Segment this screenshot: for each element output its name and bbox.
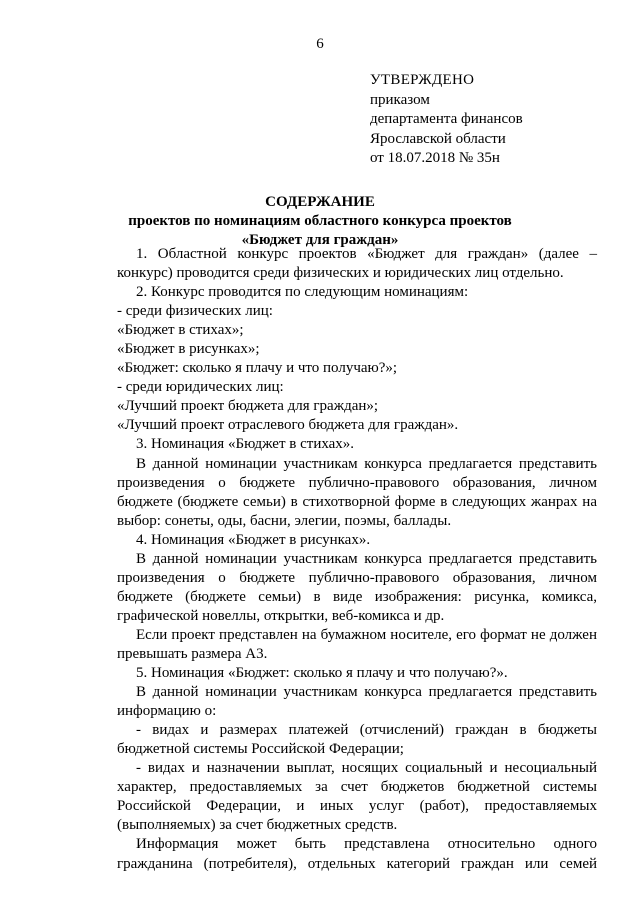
paragraph: - видах и размерах платежей (отчислений) граждан в бюджеты бюджетной системы Российской Федерации; xyxy=(117,722,597,758)
paragraph: 5. Номинация «Бюджет: сколько я плачу и что получаю?». xyxy=(136,665,508,682)
heading-subtitle: проектов по номинациям областного конкурса проектов xyxy=(128,213,512,229)
paragraph: «Бюджет в стихах»; xyxy=(117,322,244,339)
paragraph: 2. Конкурс проводится по следующим номинациям: xyxy=(136,284,469,301)
paragraph: В данной номинации участникам конкурса предлагается представить информацию о: xyxy=(117,684,597,720)
paragraph: В данной номинации участникам конкурса предлагается представить произведения о бюджете публично-правового образования, личном бюджете (бюджете семьи) в виде изображения: рисунка, комикса, графической новеллы, открытки, веб-комикса и др. xyxy=(117,550,597,624)
paragraph: Информация может быть представлена относительно одного гражданина (потребителя), отдельных категорий граждан или семей xyxy=(117,836,597,872)
paragraph: 3. Номинация «Бюджет в стихах». xyxy=(136,436,355,453)
heading-title: СОДЕРЖАНИЕ xyxy=(265,194,375,210)
paragraph: Если проект представлен на бумажном носителе, его формат не должен превышать размера А3. xyxy=(117,626,597,662)
paragraph: 4. Номинация «Бюджет в рисунках». xyxy=(136,531,371,548)
document-heading xyxy=(0,193,640,250)
approval-date: от 18.07.2018 № 35н xyxy=(370,150,500,166)
paragraph: «Бюджет в рисунках»; xyxy=(117,341,260,358)
approval-region: Ярославской области xyxy=(370,130,506,147)
document-body xyxy=(117,245,597,874)
approval-title: УТВЕРЖДЕНО xyxy=(370,72,475,88)
paragraph: «Лучший проект бюджета для граждан»; xyxy=(117,398,379,415)
paragraph: «Бюджет: сколько я плачу и что получаю?»; xyxy=(117,360,398,377)
paragraph: - среди юридических лиц: xyxy=(117,379,284,396)
approval-stamp xyxy=(370,71,523,169)
paragraph: - видах и назначении выплат, носящих социальный и несоциальный характер, предоставляемых за счет бюджетов бюджетной системы Российской Федерации, и иных услуг (работ), предоставляемых (выполняемых) за счет бюджетных средств. xyxy=(117,760,597,834)
paragraph: В данной номинации участникам конкурса предлагается представить произведения о бюджете публично-правового образования, личном бюджете (бюджете семьи) в стихотворной форме в следующих жанрах на выбор: сонеты, оды, басни, элегии, поэмы, баллады. xyxy=(117,455,597,529)
page-number: 6 xyxy=(316,36,324,52)
paragraph: «Лучший проект отраслевого бюджета для граждан». xyxy=(117,417,459,434)
approval-order: приказом xyxy=(370,91,430,108)
heading-contest-name: «Бюджет для граждан» xyxy=(241,232,399,248)
paragraph: - среди физических лиц: xyxy=(117,303,273,320)
approval-department: департамента финансов xyxy=(370,111,523,127)
paragraph: 1. Областной конкурс проектов «Бюджет для граждан» (далее – конкурс) проводится среди физических и юридических лиц отдельно. xyxy=(117,246,597,282)
